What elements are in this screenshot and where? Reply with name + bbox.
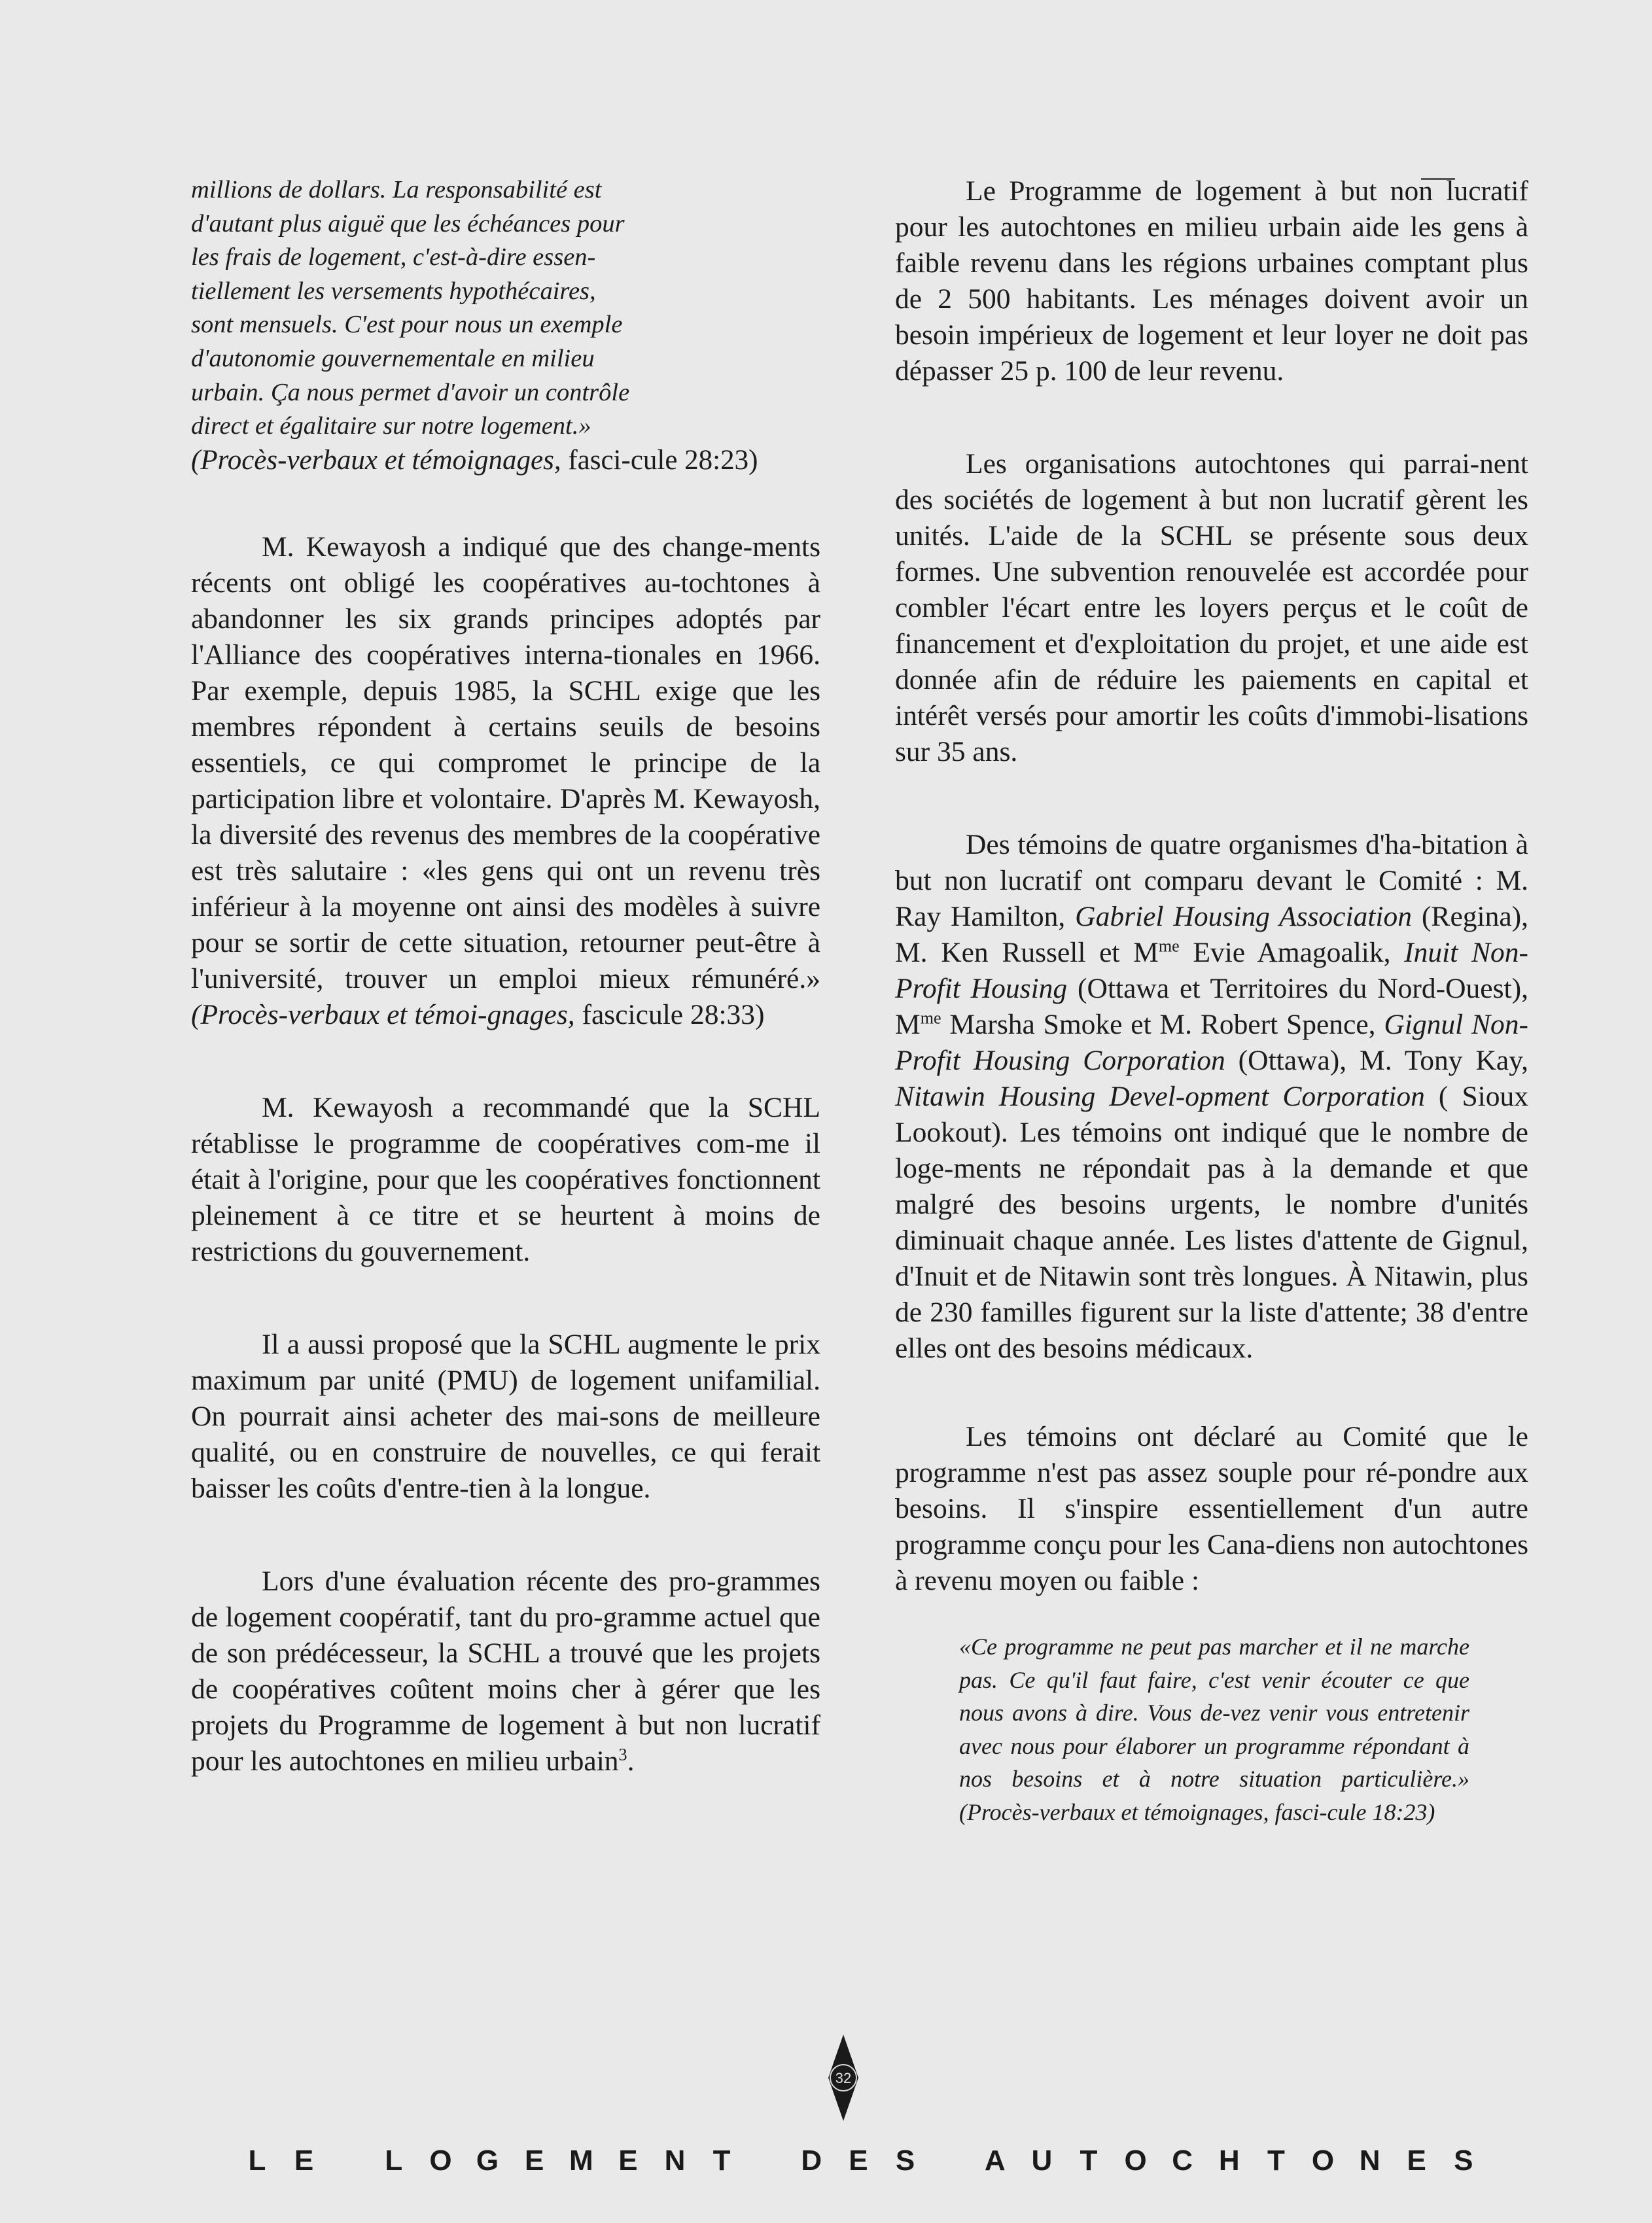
right-paragraph-3-text: (Ottawa), M. Tony Kay,: [1225, 1045, 1528, 1076]
footer-letter: T: [1267, 2144, 1285, 2177]
footer-letter: D: [801, 2144, 822, 2177]
right-column: [895, 173, 1528, 1881]
organization-name: Inuit Non-Profit Housing: [895, 937, 1528, 1004]
footer-letter: H: [1218, 2144, 1240, 2177]
left-paragraph-4-text: Lors d'une évaluation récente des pro-grammes de logement coopératif, tant du pro-gramme actuel que de son prédécesseur, la SCHL a trouvé que les projets de coopératives coûtent moins cher à gérer que les projets du Programme de logement à but non lucratif pour les autochtones en milieu urbain: [191, 1566, 820, 1777]
footer-letter: E: [524, 2144, 544, 2177]
footer-letter: A: [984, 2144, 1006, 2177]
right-paragraph-3-text: (Ottawa et Territoires du Nord-Ouest), M: [895, 973, 1528, 1040]
left-quote-line: d'autant plus aiguë que les échéances pour: [191, 209, 625, 237]
right-paragraph-2: Les organisations autochtones qui parrai-nent des sociétés de logement à but non lucratif gèrent les unités. L'aide de la SCHL se présente sous deux formes. Une subvention renouvelée est accordée pour combler l'écart entre les loyers perçus et le coût de financement et d'exploitation du projet, et une aide est donnée afin de réduire les paiements en capital et intérêt versés pour amortir les coûts d'immobi-lisations sur 35 ans.: [895, 448, 1528, 767]
title-abbreviation: me: [920, 1008, 941, 1028]
left-quote-line: sont mensuels. C'est pour nous un exemple: [191, 311, 623, 339]
right-paragraph-3-text: Des témoins de quatre organismes d'ha-bitation à but non lucratif ont comparu devant le Comité : M. Ray Hamilton,: [895, 829, 1528, 932]
footer-letter: G: [476, 2144, 499, 2177]
left-paragraph-2: M. Kewayosh a recommandé que la SCHL rétablisse le programme de coopératives com-me il était à l'origine, pour que les coopératives fonctionnent pleinement à ce titre et se heurtent à moins de restrictions du gouvernement.: [191, 1092, 820, 1268]
page-number-marker: [828, 2035, 858, 2121]
left-quote-source-title: (Procès-verbaux et témoignages,: [191, 444, 561, 476]
footer-letter: E: [849, 2144, 868, 2177]
footer-title: [242, 2144, 1479, 2177]
footer-letter: S: [1454, 2144, 1473, 2177]
organization-name: Nitawin Housing Devel-opment Corporation: [895, 1081, 1425, 1112]
left-paragraph-1-text: M. Kewayosh a indiqué que des change-ments récents ont obligé les coopératives au-tochtones à abandonner les six grands principes adoptés par l'Alliance des coopératives interna-tionales en 1966. Par exemple, depuis 1985, la SCHL exige que les membres répondent à certains seuils de besoins essentiels, ce qui compromet le principe de la participation libre et volontaire. D'après M. Kewayosh, la diversité des revenus des membres de la coopérative est très salutaire : «les gens qui ont un revenu très inférieur à la moyenne ont ainsi des modèles à suivre pour se sortir de cette situation, retourner peut-être à l'université, trouver un emploi mieux rémunéré.»: [191, 531, 820, 995]
footer-letter: T: [712, 2144, 731, 2177]
right-paragraph-3: [895, 827, 1528, 1367]
left-paragraph-1: [191, 529, 820, 1033]
footer-letter: L: [385, 2144, 403, 2177]
page-number: 32: [835, 2070, 852, 2086]
left-paragraph-4: [191, 1564, 820, 1779]
footer-letter: O: [1124, 2144, 1147, 2177]
right-paragraph-1: Le Programme de logement à but non lucratif pour les autochtones en milieu urbain aide les gens à faible revenu dans les régions urbaines comptant plus de 2 500 habitants. Les ménages doivent avoir un besoin impérieux de logement et leur loyer ne doit pas dépasser 25 p. 100 de leur revenu.: [895, 175, 1528, 387]
left-paragraph-1-source-ref: fascicule 28:33): [574, 999, 765, 1031]
footer-letter: N: [1359, 2144, 1380, 2177]
footer-letter: M: [569, 2144, 593, 2177]
title-abbreviation: me: [1158, 936, 1180, 956]
left-quote: [191, 173, 820, 477]
organization-name: Gabriel Housing Association: [1075, 901, 1412, 932]
footnote-marker: 3: [618, 1745, 627, 1764]
right-paragraph-3-text: ( Sioux Lookout). Les témoins ont indiqué que le nombre de loge-ments ne répondait pas à la demande et que malgré des besoins urgents, le nombre d'unités diminuait chaque année. Les listes d'attente de Gignul, d'Inuit et de Nitawin sont très longues. À Nitawin, plus de 230 familles figurent sur la liste d'attente; 38 d'entre elles ont des besoins médicaux.: [895, 1081, 1528, 1364]
right-paragraph-4: Les témoins ont déclaré au Comité que le programme n'est pas assez souple pour ré-pondre aux besoins. Il s'inspire essentiellement d'un autre programme conçu pour les Cana-diens non autochtones à revenu moyen ou faible :: [895, 1421, 1528, 1596]
left-paragraph-4-end: .: [627, 1745, 635, 1777]
right-quote: «Ce programme ne peut pas marcher et il ne marche pas. Ce qu'il faut faire, c'est venir écouter ce que nous avons à dire. Vous de-vez venir vous entretenir avec nous pour élaborer un programme répondant à nos besoins et à notre situation particulière.» (Procès-verbaux et témoignages, fasci-cule 18:23): [959, 1634, 1469, 1825]
footer-letter: L: [248, 2144, 266, 2177]
footer-letter: U: [1031, 2144, 1053, 2177]
left-quote-line: tiellement les versements hypothécaires,: [191, 277, 596, 305]
footer-letter: N: [664, 2144, 686, 2177]
footer-letter: O: [429, 2144, 452, 2177]
left-quote-line: les frais de logement, c'est-à-dire essen-: [191, 243, 596, 271]
left-column: [191, 173, 820, 1836]
right-paragraph-3-text: Marsha Smoke et M. Robert Spence,: [941, 1009, 1384, 1040]
right-paragraph-3-text: (Regina), M. Ken Russell et M: [895, 901, 1529, 968]
left-quote-line: millions de dollars. La responsabilité est: [191, 176, 602, 203]
footer-letter: E: [618, 2144, 638, 2177]
left-quote-line: d'autonomie gouvernementale en milieu: [191, 344, 595, 372]
footer-letter: E: [1407, 2144, 1426, 2177]
footer-letter: S: [895, 2144, 915, 2177]
left-quote-source: [191, 444, 820, 478]
footer-letter: C: [1172, 2144, 1193, 2177]
footer-letter: E: [294, 2144, 314, 2177]
left-paragraph-3: Il a aussi proposé que la SCHL augmente le prix maximum par unité (PMU) de logement unifamilial. On pourrait ainsi acheter des mai-sons de meilleure qualité, ou en construire de nouvelles, ce qui ferait baisser les coûts d'entre-tien à la longue.: [191, 1329, 820, 1505]
left-quote-line: urbain. Ça nous permet d'avoir un contrôle: [191, 378, 630, 406]
left-quote-line: direct et égalitaire sur notre logement.»: [191, 412, 591, 440]
left-paragraph-1-source-title: (Procès-verbaux et témoi-gnages,: [191, 999, 575, 1031]
organization-name: Gignul Non-Profit Housing Corporation: [895, 1009, 1529, 1076]
left-quote-source-ref: fasci-cule 28:23): [561, 444, 758, 476]
footer-letter: T: [1080, 2144, 1098, 2177]
right-paragraph-3-text: Evie Amagoalik,: [1179, 937, 1405, 968]
footer-letter: O: [1311, 2144, 1335, 2177]
